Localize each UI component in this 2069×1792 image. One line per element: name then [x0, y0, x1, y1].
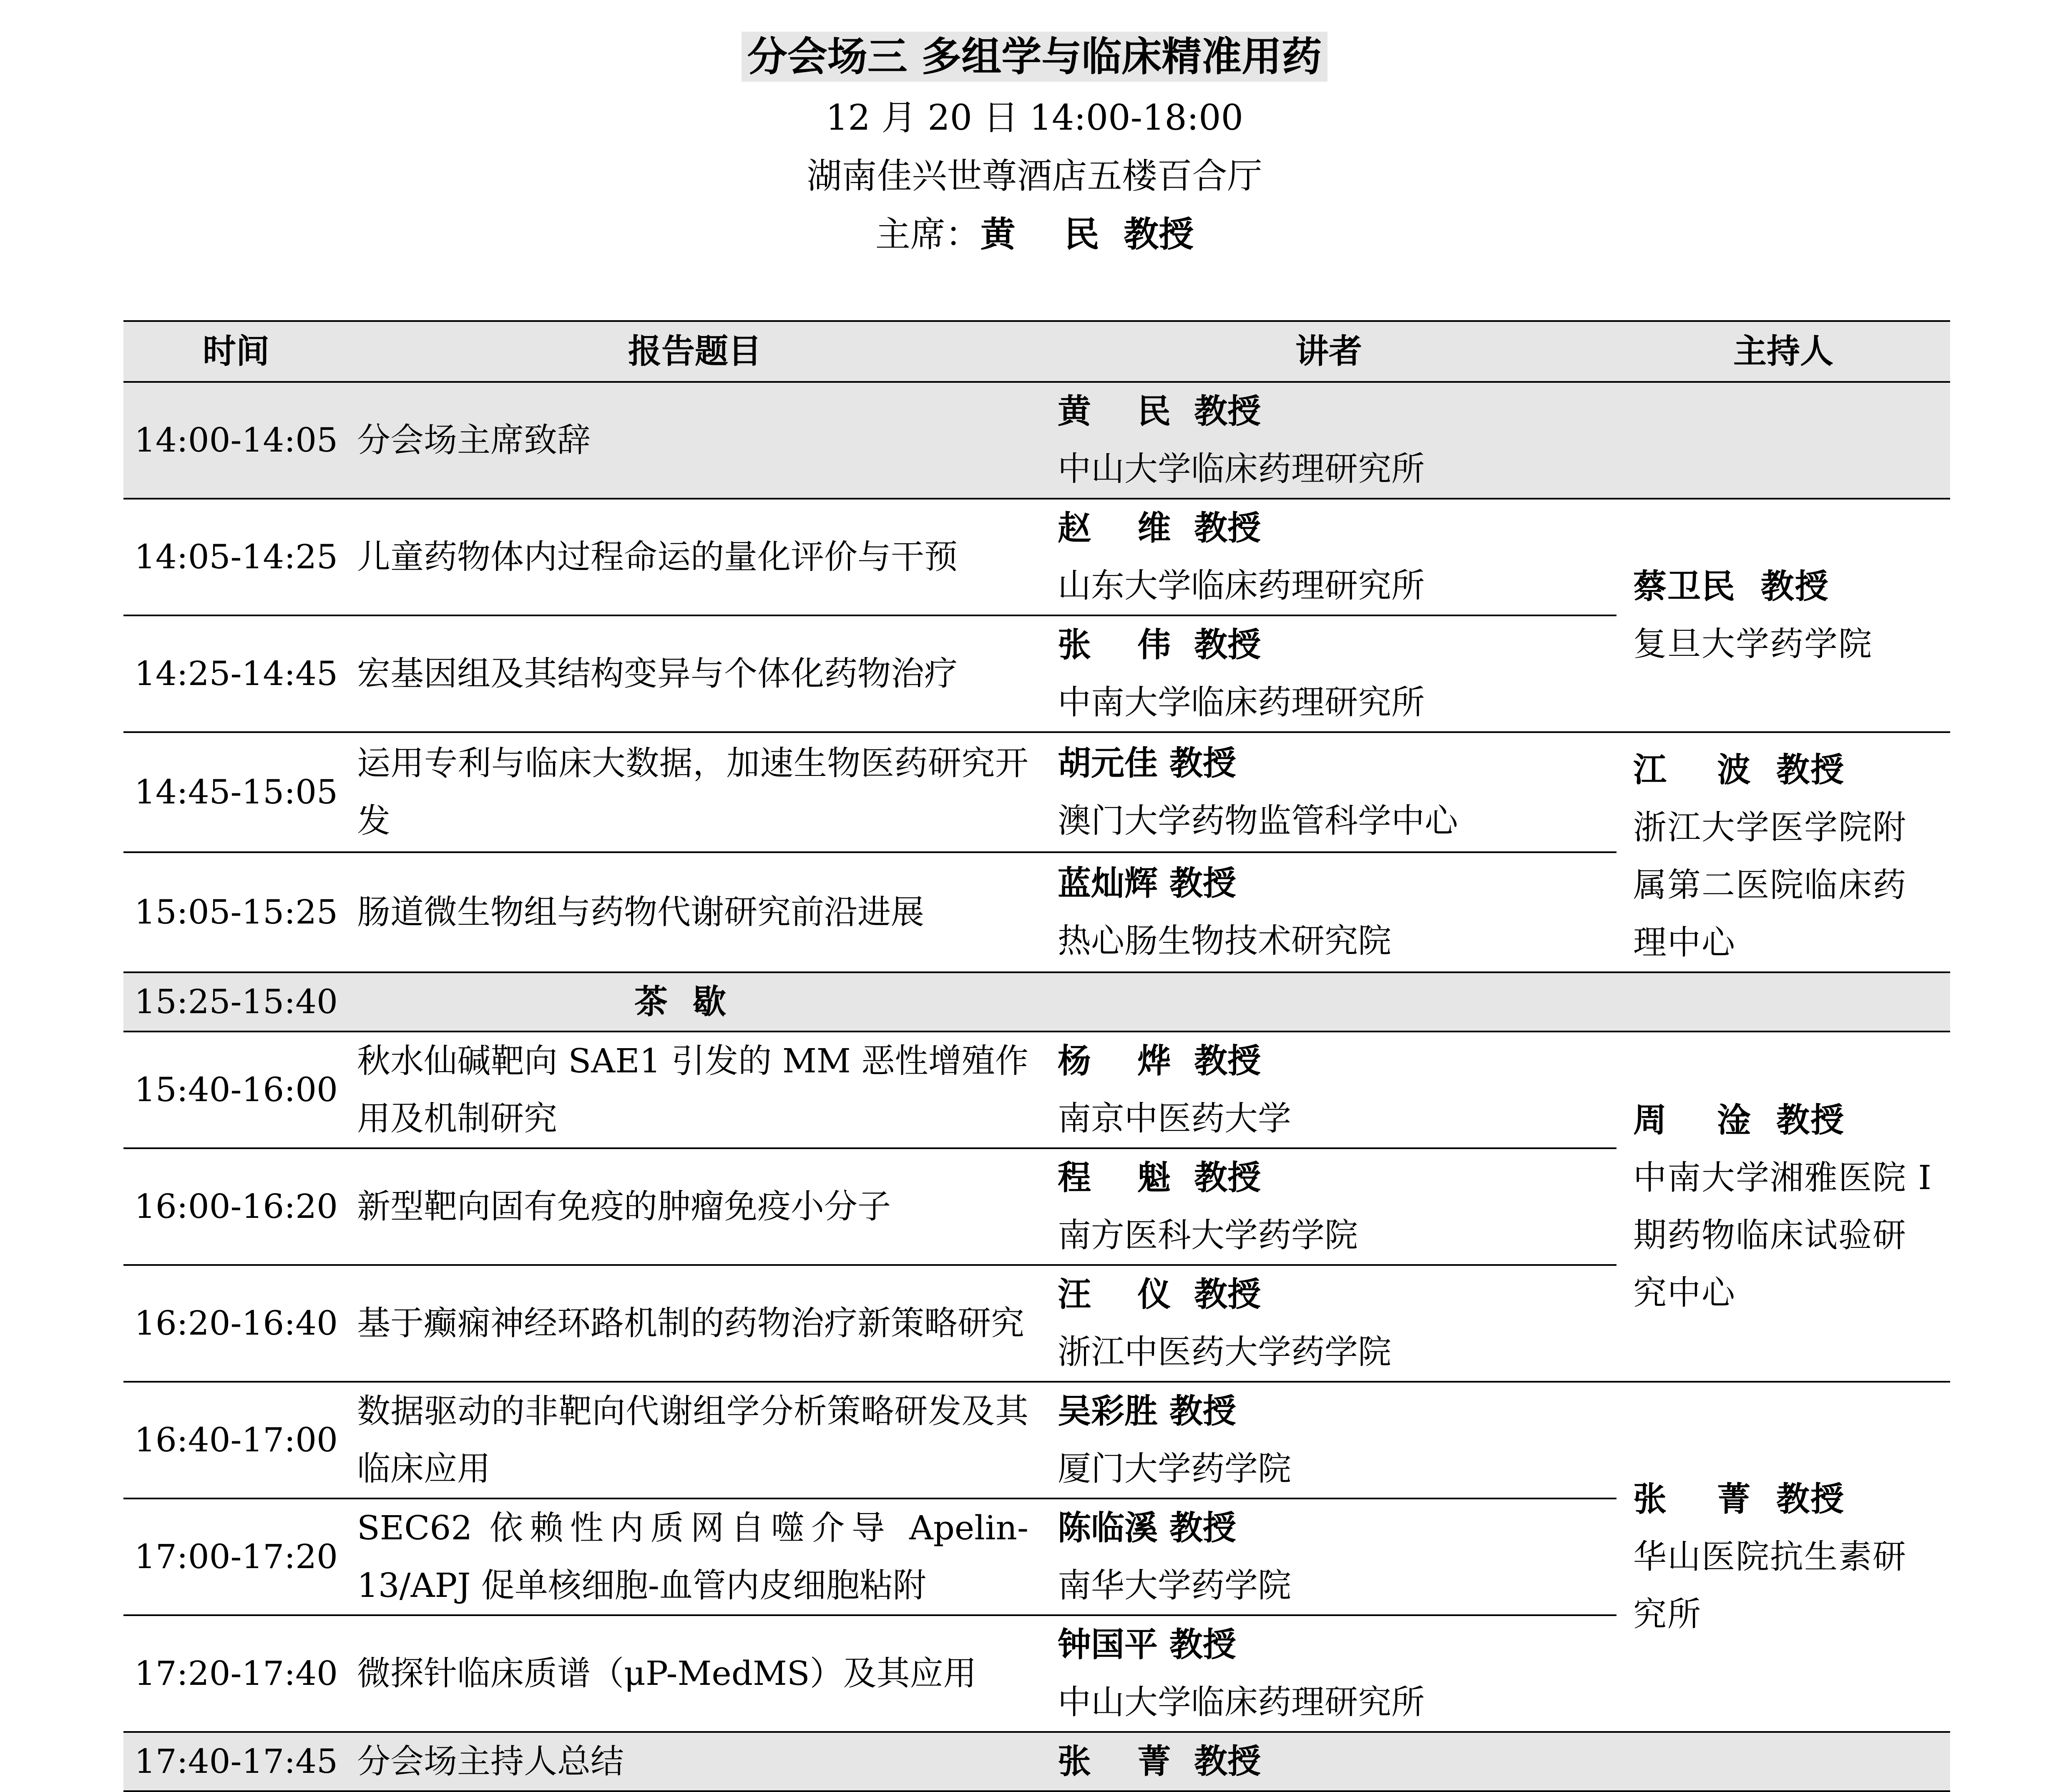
table-row-break: [123, 972, 1950, 1032]
speaker-name: 陈临溪 教授: [1058, 1508, 1236, 1547]
table-row: [123, 1032, 1950, 1148]
chair-line: [0, 206, 2069, 257]
row-speaker: [1041, 1732, 1616, 1791]
row-time: 14:45-15:05: [123, 732, 349, 852]
speaker-affiliation: 南方医科大学药学院: [1058, 1216, 1358, 1255]
table-row: [123, 499, 1950, 615]
row-topic: 秋水仙碱靶向 SAE1 引发的 MM 恶性增殖作用及机制研究: [349, 1032, 1041, 1148]
row-time: 17:40-17:45: [123, 1732, 349, 1791]
row-topic: 分会场主席致辞: [349, 382, 1041, 499]
schedule-table: [123, 320, 1950, 1792]
row-speaker: [1041, 1148, 1616, 1265]
row-speaker: [1041, 1615, 1616, 1732]
page-title: [0, 25, 2069, 82]
speaker-affiliation: 浙江中医药大学药学院: [1058, 1333, 1391, 1371]
speaker-name: 钟国平 教授: [1058, 1625, 1236, 1664]
row-time: 15:40-16:00: [123, 1032, 349, 1148]
host-name: 蔡卫民 教授: [1633, 567, 1829, 606]
row-topic: 微探针临床质谱（μP-MedMS）及其应用: [349, 1615, 1041, 1732]
speaker-affiliation: 澳门大学药物监管科学中心: [1058, 801, 1458, 840]
host-name: 张 菁 教授: [1633, 1480, 1845, 1518]
row-speaker: [1041, 732, 1616, 852]
host-name: 周 淦 教授: [1633, 1101, 1845, 1139]
row-time: 14:05-14:25: [123, 499, 349, 615]
chair-label: 主席：: [875, 214, 980, 255]
host-affiliation: 复旦大学药学院: [1633, 625, 1873, 663]
row-topic: 分会场主持人总结: [349, 1732, 1041, 1791]
row-speaker: [1041, 499, 1616, 615]
header-topic: 报告题目: [349, 321, 1041, 382]
header-time: 时间: [123, 321, 349, 382]
speaker-affiliation: 中山大学临床药理研究所: [1058, 1683, 1425, 1722]
row-speaker: [1041, 382, 1616, 499]
row-time: 14:00-14:05: [123, 382, 349, 499]
host-cell: [1616, 1032, 1950, 1382]
row-topic: 运用专利与临床大数据，加速生物医药研究开发: [349, 732, 1041, 852]
row-time: 17:20-17:40: [123, 1615, 349, 1732]
row-speaker: [1041, 1265, 1616, 1382]
empty-cell: [1616, 1732, 1950, 1791]
row-speaker: [1041, 852, 1616, 972]
host-cell: [1616, 732, 1950, 972]
row-time: 14:25-14:45: [123, 615, 349, 732]
row-speaker: [1041, 615, 1616, 732]
table-header-row: [123, 321, 1950, 382]
speaker-name: 蓝灿辉 教授: [1058, 864, 1236, 903]
host-name: 江 波 教授: [1633, 750, 1845, 789]
row-topic: 儿童药物体内过程命运的量化评价与干预: [349, 499, 1041, 615]
table-row: [123, 382, 1950, 499]
host-affiliation: 华山医院抗生素研究所: [1633, 1537, 1907, 1634]
row-topic: 新型靶向固有免疫的肿瘤免疫小分子: [349, 1148, 1041, 1265]
speaker-name: 黄 民 教授: [1058, 392, 1261, 431]
venue: 湖南佳兴世尊酒店五楼百合厅: [807, 156, 1262, 196]
title-text: 分会场三 多组学与临床精准用药: [742, 32, 1327, 82]
row-topic: 基于癫痫神经环路机制的药物治疗新策略研究: [349, 1265, 1041, 1382]
speaker-affiliation: 南京中医药大学: [1058, 1099, 1291, 1138]
speaker-name: 汪 仪 教授: [1058, 1275, 1261, 1314]
speaker-name: 程 魁 教授: [1058, 1158, 1261, 1197]
row-topic: SEC62 依赖性内质网自噬介导 Apelin-13/APJ 促单核细胞-血管内皮细胞粘附: [349, 1498, 1041, 1615]
row-time: 16:40-17:00: [123, 1382, 349, 1498]
host-cell: [1616, 1382, 1950, 1732]
tea-break-label: 茶歇: [634, 982, 751, 1021]
speaker-affiliation: 厦门大学药学院: [1058, 1449, 1291, 1488]
row-time: 16:00-16:20: [123, 1148, 349, 1265]
speaker-affiliation: 中南大学临床药理研究所: [1058, 683, 1425, 722]
empty-cell: [1616, 972, 1950, 1032]
row-topic: 宏基因组及其结构变异与个体化药物治疗: [349, 615, 1041, 732]
date-time: 12 月 20 日 14:00-18:00: [825, 97, 1244, 138]
chair-name: 黄 民 教授: [980, 214, 1194, 255]
row-speaker: [1041, 1498, 1616, 1615]
speaker-name: 张 菁 教授: [1058, 1742, 1261, 1781]
host-cell: [1616, 499, 1950, 732]
speaker-affiliation: 热心肠生物技术研究院: [1058, 921, 1391, 960]
row-time: 16:20-16:40: [123, 1265, 349, 1382]
host-affiliation: 中南大学湘雅医院 I 期药物临床试验研究中心: [1633, 1158, 1933, 1312]
row-time: 15:05-15:25: [123, 852, 349, 972]
header-speaker: 讲者: [1041, 321, 1616, 382]
speaker-name: 张 伟 教授: [1058, 625, 1261, 664]
speaker-name: 胡元佳 教授: [1058, 744, 1236, 783]
row-speaker: [1041, 1032, 1616, 1148]
row-time: 15:25-15:40: [123, 972, 349, 1032]
table-row: [123, 1382, 1950, 1498]
host-affiliation: 浙江大学医学院附属第二医院临床药理中心: [1633, 808, 1907, 962]
table-row: [123, 1732, 1950, 1791]
speaker-affiliation: 南华大学药学院: [1058, 1566, 1291, 1605]
row-topic: [349, 972, 1041, 1032]
speaker-affiliation: 山东大学临床药理研究所: [1058, 566, 1425, 605]
empty-cell: [1041, 972, 1616, 1032]
row-speaker: [1041, 1382, 1616, 1498]
header-host: 主持人: [1616, 321, 1950, 382]
speaker-affiliation: 中山大学临床药理研究所: [1058, 449, 1425, 488]
row-topic: 肠道微生物组与药物代谢研究前沿进展: [349, 852, 1041, 972]
row-host-empty: [1616, 382, 1950, 499]
row-topic: 数据驱动的非靶向代谢组学分析策略研发及其临床应用: [349, 1382, 1041, 1498]
speaker-name: 杨 烨 教授: [1058, 1042, 1261, 1080]
speaker-name: 吴彩胜 教授: [1058, 1392, 1236, 1431]
speaker-name: 赵 维 教授: [1058, 509, 1261, 547]
row-time: 17:00-17:20: [123, 1498, 349, 1615]
table-row: [123, 732, 1950, 852]
